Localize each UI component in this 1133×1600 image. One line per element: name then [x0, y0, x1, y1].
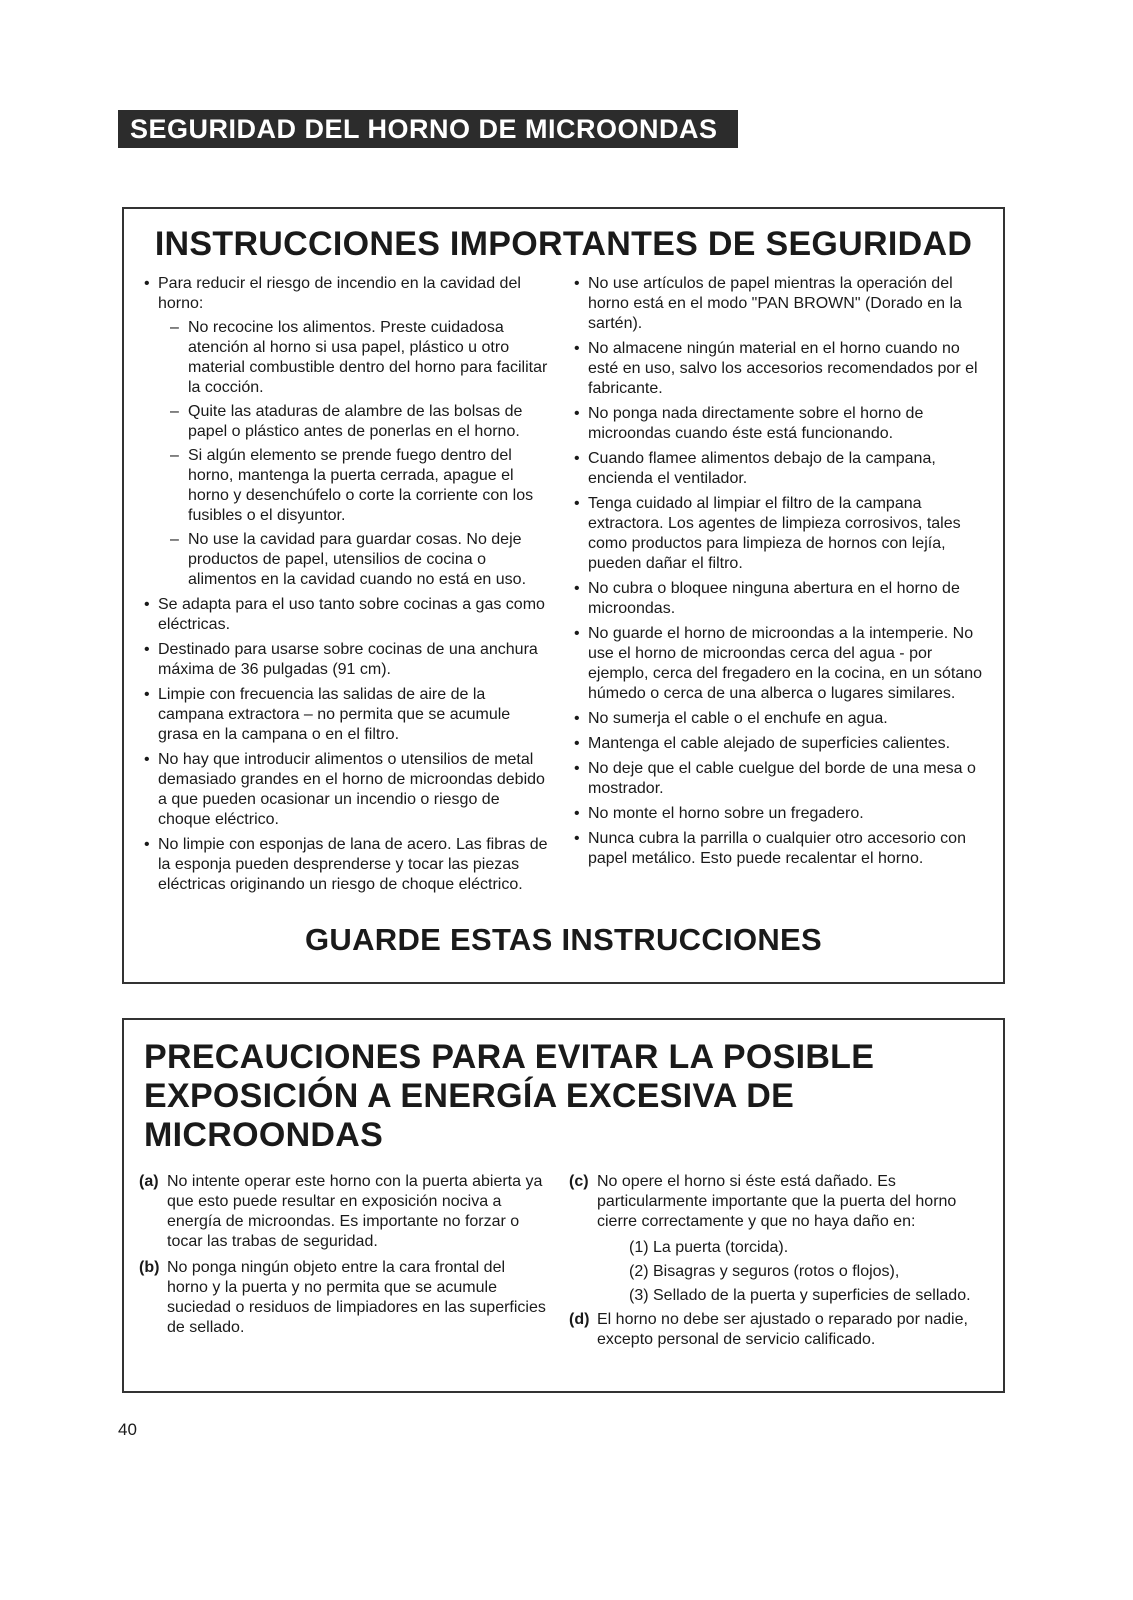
safety-right-column [574, 274, 989, 874]
list-item: • Cuando flamee alimentos debajo de la campana, encienda el ventilador. [574, 449, 989, 489]
numbered-item: (3) Sellado de la puerta y superficies de sellado. [629, 1287, 971, 1304]
item-text: No opere el horno si éste está dañado. Es particularmente importante que la puerta del horno cierre correctamente y que no haya daño en: [597, 1173, 957, 1230]
item-text: El horno no debe ser ajustado o reparado por nadie, excepto personal de servicio calificado. [597, 1311, 968, 1348]
item-label: (b) [139, 1259, 160, 1276]
item-text: No ponga ningún objeto entre la cara frontal del horno y la puerta y no permita que se acumule suciedad o residuos de limpiadores en las superficies de sellado. [167, 1259, 546, 1336]
list-item: • Nunca cubra la parrilla o cualquier otro accesorio con papel metálico. Esto puede recalentar el horno. [574, 829, 989, 869]
list-item: • No hay que introducir alimentos o utensilios de metal demasiado grandes en el horno de microondas debido a que pueden ocasionar un incendio o riesgo de choque eléctrico. [144, 750, 549, 830]
precaution-item-d [569, 1310, 989, 1350]
list-item: • No deje que el cable cuelgue del borde de una mesa o mostrador. [574, 759, 989, 799]
list-item: • Limpie con frecuencia las salidas de aire de la campana extractora – no permita que se acumule grasa en la campana o en el filtro. [144, 685, 549, 745]
precautions-title [144, 1038, 874, 1155]
precaution-item-c [569, 1172, 989, 1232]
precautions-left-column [139, 1172, 549, 1344]
precautions-title-line: MICROONDAS [144, 1116, 384, 1154]
list-item: • Mantenga el cable alejado de superficies calientes. [574, 734, 989, 754]
list-item: • No monte el horno sobre un fregadero. [574, 804, 989, 824]
precaution-item-b [139, 1258, 549, 1338]
safety-instructions-box [122, 207, 1005, 984]
list-item: • Destinado para usarse sobre cocinas de una anchura máxima de 36 pulgadas (91 cm). [144, 640, 549, 680]
list-item: • No use artículos de papel mientras la operación del horno está en el modo "PAN BROWN" (Dorado en la sartén). [574, 274, 989, 334]
list-item: • No cubra o bloquee ninguna abertura en el horno de microondas. [574, 579, 989, 619]
list-item: • No almacene ningún material en el horno cuando no esté en uso, salvo los accesorios recomendados por el fabricante. [574, 339, 989, 399]
page-number: 40 [118, 1420, 137, 1439]
item-label: (d) [569, 1311, 590, 1328]
sub-item: – No use la cavidad para guardar cosas. No deje productos de papel, utensilios de cocina o alimentos en la cavidad cuando no está en uso. [158, 530, 549, 590]
list-item-text: Para reducir el riesgo de incendio en la cavidad del horno: [158, 275, 521, 312]
sub-item: – No recocine los alimentos. Preste cuidadosa atención al horno si usa papel, plástico u otro material combustible dentro del horno para facilitar la cocción. [158, 318, 549, 398]
list-item: • Se adapta para el uso tanto sobre cocinas a gas como eléctricas. [144, 595, 549, 635]
save-instructions-heading: GUARDE ESTAS INSTRUCCIONES [304, 922, 823, 957]
precaution-item-a [139, 1172, 549, 1252]
item-label: (c) [569, 1173, 589, 1190]
sub-item: – Quite las ataduras de alambre de las bolsas de papel o plástico antes de ponerlas en el horno. [158, 402, 549, 442]
item-text: No intente operar este horno con la puerta abierta ya que esto puede resultar en exposición nociva a energía de microondas. Es importante no forzar o tocar las trabas de seguridad. [167, 1173, 543, 1250]
numbered-item: (1) La puerta (torcida). [629, 1239, 789, 1256]
precautions-title-line: PRECAUCIONES PARA EVITAR LA POSIBLE [144, 1038, 875, 1076]
list-item: • No sumerja el cable o el enchufe en agua. [574, 709, 989, 729]
precautions-box [122, 1018, 1005, 1393]
precautions-right-column [569, 1172, 989, 1356]
safety-instructions-title: INSTRUCCIONES IMPORTANTES DE SEGURIDAD [154, 225, 973, 263]
numbered-item: (2) Bisagras y seguros (rotos o flojos), [629, 1263, 900, 1280]
list-item: • Tenga cuidado al limpiar el filtro de la campana extractora. Los agentes de limpieza corrosivos, tales como productos para limpieza de hornos con lejía, pueden dañar el filtro. [574, 494, 989, 574]
list-item: • No ponga nada directamente sobre el horno de microondas cuando éste está funcionando. [574, 404, 989, 444]
list-item: • No limpie con esponjas de lana de acero. Las fibras de la esponja pueden desprenderse y tocar las piezas eléctricas originando un riesgo de choque eléctrico. [144, 835, 549, 895]
section-banner: SEGURIDAD DEL HORNO DE MICROONDAS [118, 110, 738, 148]
item-label: (a) [139, 1173, 159, 1190]
list-item: • No guarde el horno de microondas a la intemperie. No use el horno de microondas cerca del agua - por ejemplo, cerca del fregadero en la cocina, en un sótano húmedo o cerca de una alberca o lugares similares. [574, 624, 989, 704]
list-item [144, 274, 549, 590]
precautions-title-line: EXPOSICIÓN A ENERGÍA EXCESIVA DE [144, 1077, 795, 1115]
sub-item: – Si algún elemento se prende fuego dentro del horno, mantenga la puerta cerrada, apague el horno y desenchúfelo o corte la corriente con los fusibles o el disyuntor. [158, 446, 549, 526]
safety-left-column [144, 274, 549, 900]
